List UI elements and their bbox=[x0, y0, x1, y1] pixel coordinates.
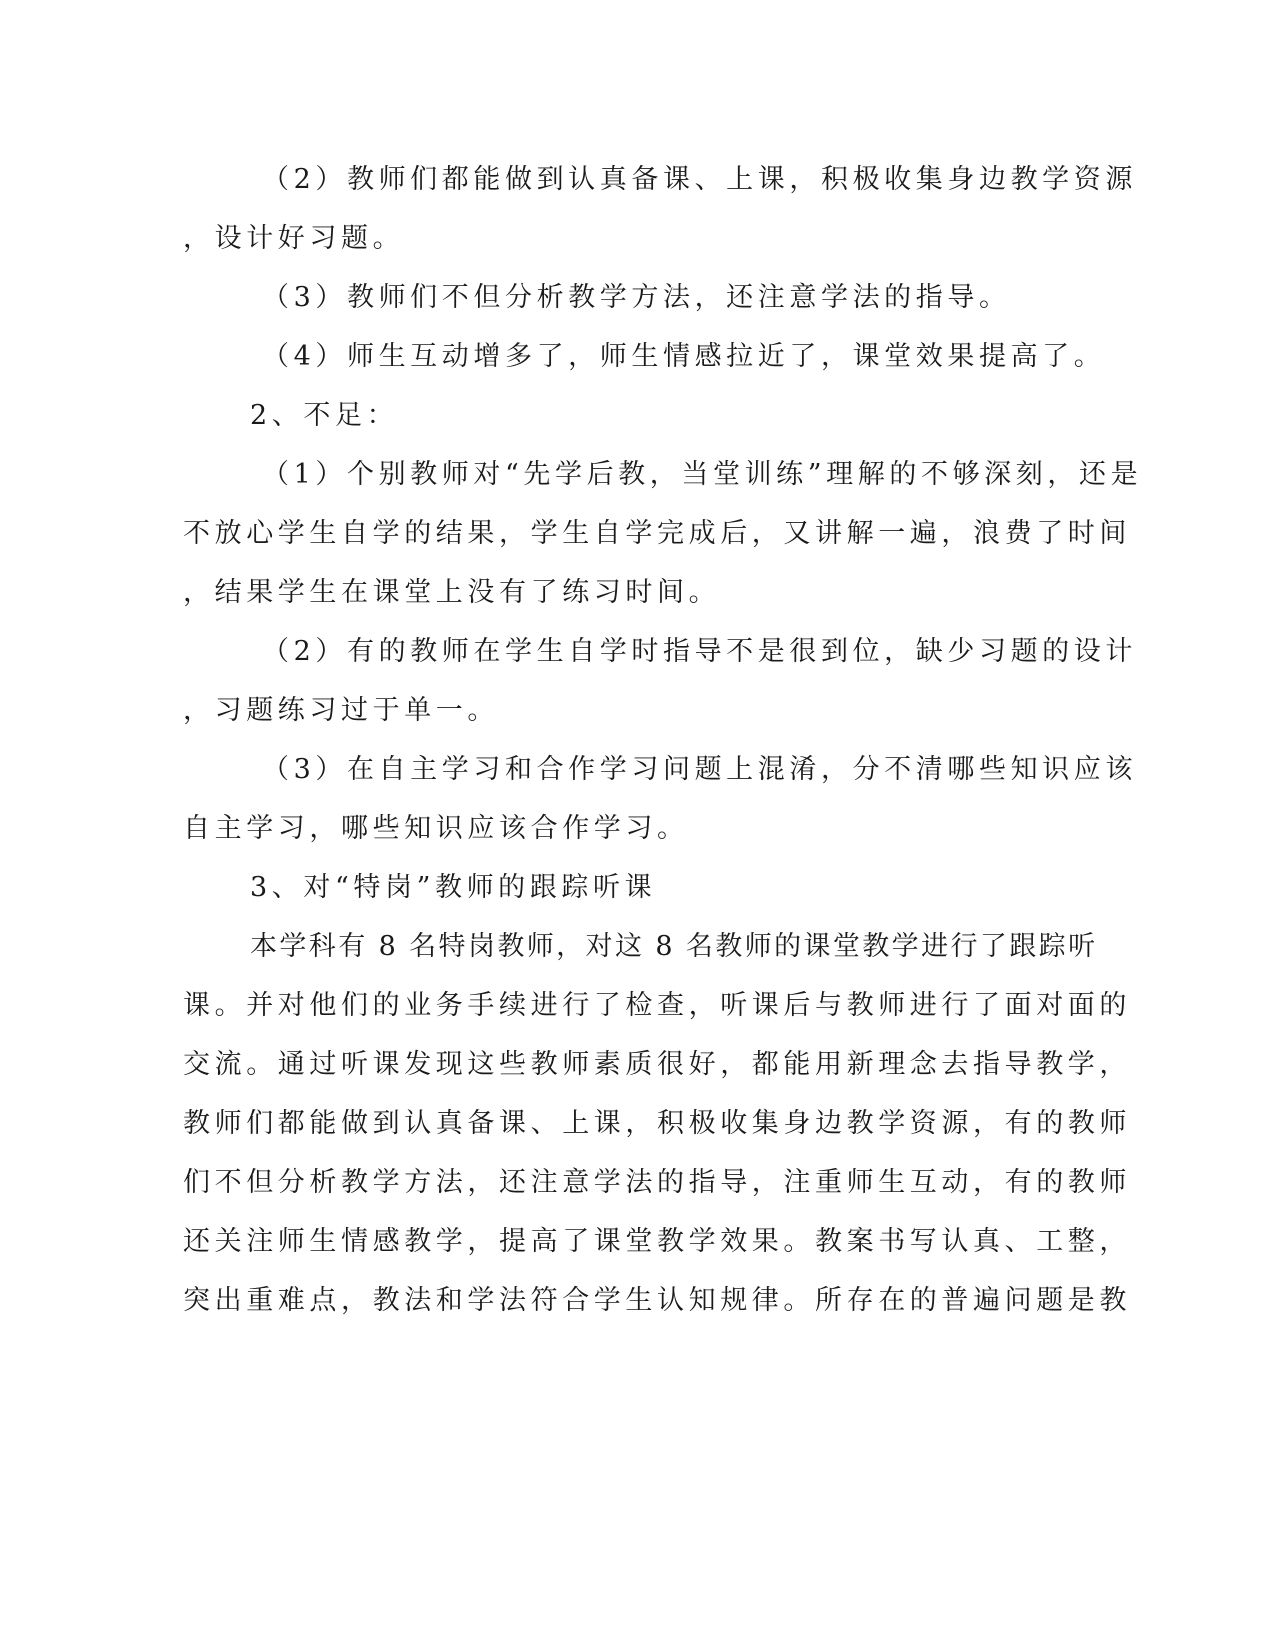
text-line: ，习题练习过于单一。 bbox=[183, 695, 499, 726]
text-line: 教师们都能做到认真备课、上课，积极收集身边教学资源，有的教师 bbox=[183, 1108, 1131, 1139]
text-line: 自主学习，哪些知识应该合作学习。 bbox=[183, 813, 689, 844]
text-line: 不放心学生自学的结果，学生自学完成后，又讲解一遍，浪费了时间 bbox=[183, 518, 1131, 549]
text-line: ，结果学生在课堂上没有了练习时间。 bbox=[183, 577, 721, 608]
text-line: 们不但分析教学方法，还注意学法的指导，注重师生互动，有的教师 bbox=[183, 1167, 1131, 1198]
text-line: 课。并对他们的业务手续进行了检查，听课后与教师进行了面对面的 bbox=[183, 990, 1131, 1021]
text-line: （4）师生互动增多了，师生情感拉近了，课堂效果提高了。 bbox=[262, 341, 1106, 372]
text-line: （1）个别教师对“先学后教，当堂训练”理解的不够深刻，还是 bbox=[262, 459, 1143, 490]
text-line: 本学科有 8 名特岗教师，对这 8 名教师的课堂教学进行了跟踪听 bbox=[250, 931, 1098, 962]
section-heading: 3、对“特岗”教师的跟踪听课 bbox=[250, 872, 657, 903]
text-line: 突出重难点，教法和学法符合学生认知规律。所存在的普遍问题是教 bbox=[183, 1285, 1131, 1316]
text-line: （2）有的教师在学生自学时指导不是很到位，缺少习题的设计 bbox=[262, 636, 1137, 667]
text-line: （3）在自主学习和合作学习问题上混淆，分不清哪些知识应该 bbox=[262, 754, 1137, 785]
text-line: 还关注师生情感教学，提高了课堂教学效果。教案书写认真、工整， bbox=[183, 1226, 1131, 1257]
text-line: （2）教师们都能做到认真备课、上课，积极收集身边教学资源 bbox=[262, 164, 1137, 195]
section-heading: 2、不足： bbox=[250, 400, 399, 431]
text-line: 交流。通过听课发现这些教师素质很好，都能用新理念去指导教学， bbox=[183, 1049, 1131, 1080]
text-line: ，设计好习题。 bbox=[183, 223, 405, 254]
text-line: （3）教师们不但分析教学方法，还注意学法的指导。 bbox=[262, 282, 1011, 313]
